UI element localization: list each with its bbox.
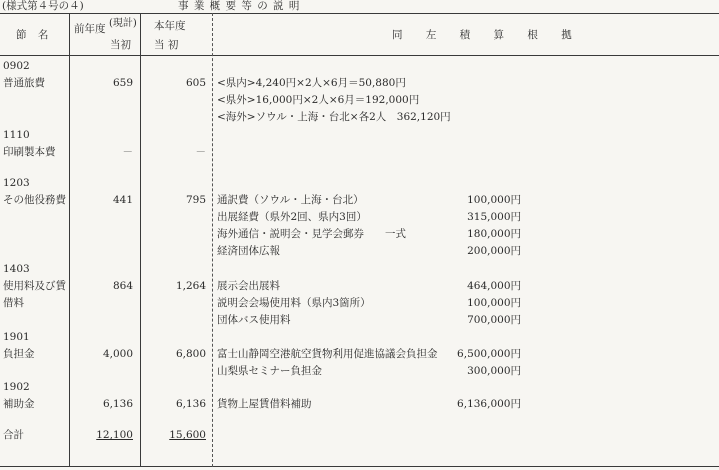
prev-amount: 6,136: [102, 398, 133, 410]
document-title: 事 業 概 要 等 の 説 明: [178, 0, 301, 12]
detail-line: <県内>4,240円×2人×6月＝50,880円: [217, 77, 406, 89]
detail-amount: 300,000円: [467, 365, 521, 377]
col-header-prev-line2: 当初: [110, 39, 131, 51]
detail-line: 山梨県セミナー負担金: [217, 365, 322, 377]
item-code: 1203: [3, 177, 30, 189]
header-bottom-border: [0, 55, 719, 56]
item-code: 1403: [3, 263, 30, 275]
col-header-basis: 同 左 積 算 根 拠: [392, 29, 572, 41]
detail-amount: 180,000円: [467, 228, 521, 240]
column-divider: [69, 13, 70, 467]
col-header-prev: 前年度: [74, 23, 106, 35]
detail-amount: 100,000円: [467, 194, 521, 206]
total-label: 合計: [3, 429, 24, 441]
detail-line: <海外>ソウル・上海・台北×各2人 362,120円: [217, 111, 451, 123]
col-header-prev-note: (現計): [109, 18, 137, 29]
item-code: 0902: [3, 60, 30, 72]
prev-amount: 441: [112, 194, 133, 206]
curr-amount: 1,264: [175, 280, 206, 292]
total-curr-amount: 15,600: [169, 429, 206, 441]
curr-amount: 6,800: [175, 348, 206, 360]
detail-amount: 6,136,000円: [457, 398, 521, 410]
detail-amount: 315,000円: [467, 211, 521, 223]
detail-line: 富士山静岡空港航空貨物利用促進協議会負担金: [217, 348, 438, 360]
curr-amount: 6,136: [175, 398, 206, 410]
detail-line: 通訳費（ソウル・上海・台北）: [217, 194, 364, 206]
detail-line: 展示会出展料: [217, 280, 280, 292]
curr-amount: 795: [185, 194, 206, 206]
detail-amount: 200,000円: [467, 245, 521, 257]
detail-amount: 700,000円: [467, 314, 521, 326]
detail-line: 説明会会場使用料（県内3箇所）: [217, 297, 371, 309]
prev-amount: 864: [112, 280, 133, 292]
form-label: (様式第４号の４): [2, 0, 84, 12]
item-name: その他役務費: [3, 194, 66, 206]
detail-line: 団体バス使用料: [217, 314, 291, 326]
detail-line: <県外>16,000円×2人×6月＝192,000円: [217, 94, 420, 106]
column-divider-dashed: [212, 13, 213, 467]
col-header-item: 節 名: [16, 29, 53, 41]
item-name-continued: 借料: [3, 297, 24, 309]
item-code: 1110: [3, 129, 30, 141]
detail-line: 出展経費（県外2回、県内3回）: [217, 211, 367, 223]
item-code: 1901: [3, 331, 30, 343]
curr-amount: －: [195, 146, 206, 158]
detail-line: 海外通信・説明会・見学会郵券 一式: [217, 228, 406, 240]
item-name: 負担金: [3, 348, 35, 360]
column-divider: [140, 13, 141, 467]
item-name: 使用料及び賃: [3, 280, 66, 292]
total-prev-amount: 12,100: [96, 429, 133, 441]
item-name: 普通旅費: [3, 77, 45, 89]
prev-amount: 659: [112, 77, 133, 89]
item-name: 補助金: [3, 398, 35, 410]
detail-line: 経済団体広報: [217, 245, 280, 257]
detail-amount: 100,000円: [467, 297, 521, 309]
detail-amount: 464,000円: [467, 280, 521, 292]
col-header-curr: 本年度: [154, 20, 186, 32]
detail-line: 貨物上屋賃借料補助: [217, 398, 312, 410]
detail-amount: 6,500,000円: [457, 348, 521, 360]
prev-amount: －: [122, 146, 133, 158]
curr-amount: 605: [185, 77, 206, 89]
item-code: 1902: [3, 381, 30, 393]
table-bottom-border: [0, 466, 719, 467]
table-top-border: [0, 13, 719, 14]
col-header-curr-line2: 当 初: [154, 39, 179, 51]
prev-amount: 4,000: [102, 348, 133, 360]
item-name: 印刷製本費: [3, 146, 56, 158]
